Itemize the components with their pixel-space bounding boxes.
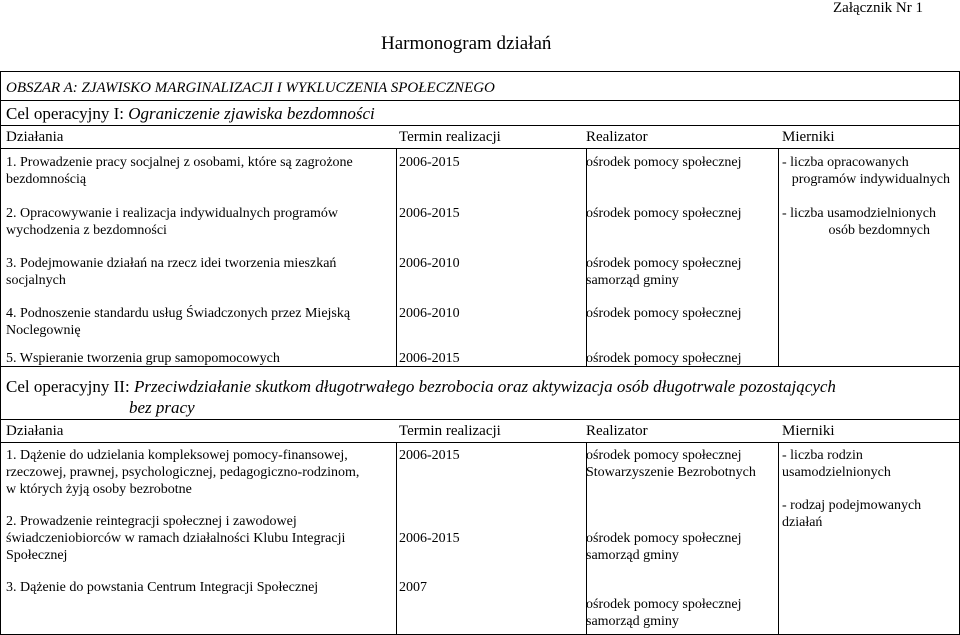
goal2-heading-continued: bez pracy — [129, 398, 195, 417]
table-row-term: 2006-2015 — [399, 448, 460, 463]
goal2-text: Przeciwdziałanie skutkom długotrwałego bezrobocia oraz aktywizacja osób długotrwale pozostających — [133, 377, 836, 396]
table-row-realizer: ośrodek pomocy społecznej — [586, 448, 742, 463]
table-row-action: Noclegownię — [6, 323, 81, 338]
goal2-header-realizer: Realizator — [586, 423, 648, 439]
goal2-header-metrics: Mierniki — [782, 423, 835, 439]
goal1-text: Ograniczenie zjawiska bezdomności — [128, 104, 375, 123]
table-row-action: 2. Opracowywanie i realizacja indywidualnych programów — [6, 206, 338, 221]
table-row-realizer: samorząd gminy — [586, 273, 679, 288]
goal1-header-actions: Działania — [6, 129, 64, 145]
table-row-action: 1. Prowadzenie pracy socjalnej z osobami, które są zagrożone — [6, 155, 353, 170]
table-row-metric: osób bezdomnych — [828, 223, 930, 238]
table-row-realizer: ośrodek pomocy społecznej — [586, 306, 742, 321]
table-row-action: 4. Podnoszenie standardu usług Świadczonych przez Miejską — [6, 306, 351, 321]
goal2-prefix: Cel operacyjny II: — [6, 377, 134, 396]
table-row-realizer: ośrodek pomocy społecznej — [586, 351, 742, 366]
table-row-metric: - liczba rodzin — [782, 448, 863, 463]
table-row-realizer: ośrodek pomocy społecznej — [586, 206, 742, 221]
table-row-metric: - rodzaj podejmowanych — [782, 498, 922, 513]
table-row-term: 2007 — [399, 580, 427, 595]
goal1-header-realizer: Realizator — [586, 129, 648, 145]
table-row-action: socjalnych — [6, 273, 66, 288]
table-row-action: bezdomnością — [6, 172, 87, 187]
table-row-action: 3. Podejmowanie działań na rzecz idei tworzenia mieszkań — [6, 256, 337, 271]
attachment-label: Załącznik Nr 1 — [833, 0, 923, 16]
table-row-action: 2. Prowadzenie reintegracji społecznej i zawodowej — [6, 514, 297, 529]
table-row-metric: - liczba usamodzielnionych — [782, 206, 936, 221]
table-row-action: rzeczowej, prawnej, psychologicznej, pedagogiczno-rodzinom, — [6, 465, 360, 480]
table-row-metric: usamodzielnionych — [782, 465, 891, 480]
table-row-action: świadczeniobiorców w ramach działalności Klubu Integracji — [6, 531, 346, 546]
goal1-heading — [6, 104, 375, 123]
table-row-term: 2006-2010 — [399, 256, 460, 271]
page-title: Harmonogram działań — [381, 33, 552, 54]
table-row-term: 2006-2010 — [399, 306, 460, 321]
table-row-action: Społecznej — [6, 548, 68, 563]
area-heading: OBSZAR A: ZJAWISKO MARGINALIZACJI I WYKLUCZENIA SPOŁECZNEGO — [6, 80, 495, 96]
table-row-metric: programów indywidualnych — [791, 172, 950, 187]
table-row-term: 2006-2015 — [399, 206, 460, 221]
goal2-heading — [6, 377, 836, 396]
table-row-action: 3. Dążenie do powstania Centrum Integracji Społecznej — [6, 580, 319, 595]
table-row-realizer: ośrodek pomocy społecznej — [586, 155, 742, 170]
goal1-header-metrics: Mierniki — [782, 129, 835, 145]
table-row-term: 2006-2015 — [399, 155, 460, 170]
table-row-action: 5. Wspieranie tworzenia grup samopomocowych — [6, 351, 280, 366]
table-row-realizer: samorząd gminy — [586, 614, 679, 629]
table-row-action: 1. Dążenie do udzielania kompleksowej pomocy-finansowej, — [6, 448, 348, 463]
goal1-header-term: Termin realizacji — [399, 129, 501, 145]
table-row-realizer: Stowarzyszenie Bezrobotnych — [586, 465, 756, 480]
table-row-realizer: ośrodek pomocy społecznej — [586, 256, 742, 271]
goal2-header-actions: Działania — [6, 423, 64, 439]
table-row-action: wychodzenia z bezdomności — [6, 223, 167, 238]
table-row-term: 2006-2015 — [399, 351, 460, 366]
table-row-term: 2006-2015 — [399, 531, 460, 546]
table-row-metric: - liczba opracowanych — [782, 155, 909, 170]
goal2-header-term: Termin realizacji — [399, 423, 501, 439]
table-row-realizer: ośrodek pomocy społecznej — [586, 597, 742, 612]
table-row-realizer: samorząd gminy — [586, 548, 679, 563]
table-row-realizer: ośrodek pomocy społecznej — [586, 531, 742, 546]
table-row-action: w których żyją osoby bezrobotne — [6, 482, 192, 497]
table-row-metric: działań — [782, 515, 823, 530]
goal1-prefix: Cel operacyjny I: — [6, 104, 129, 123]
